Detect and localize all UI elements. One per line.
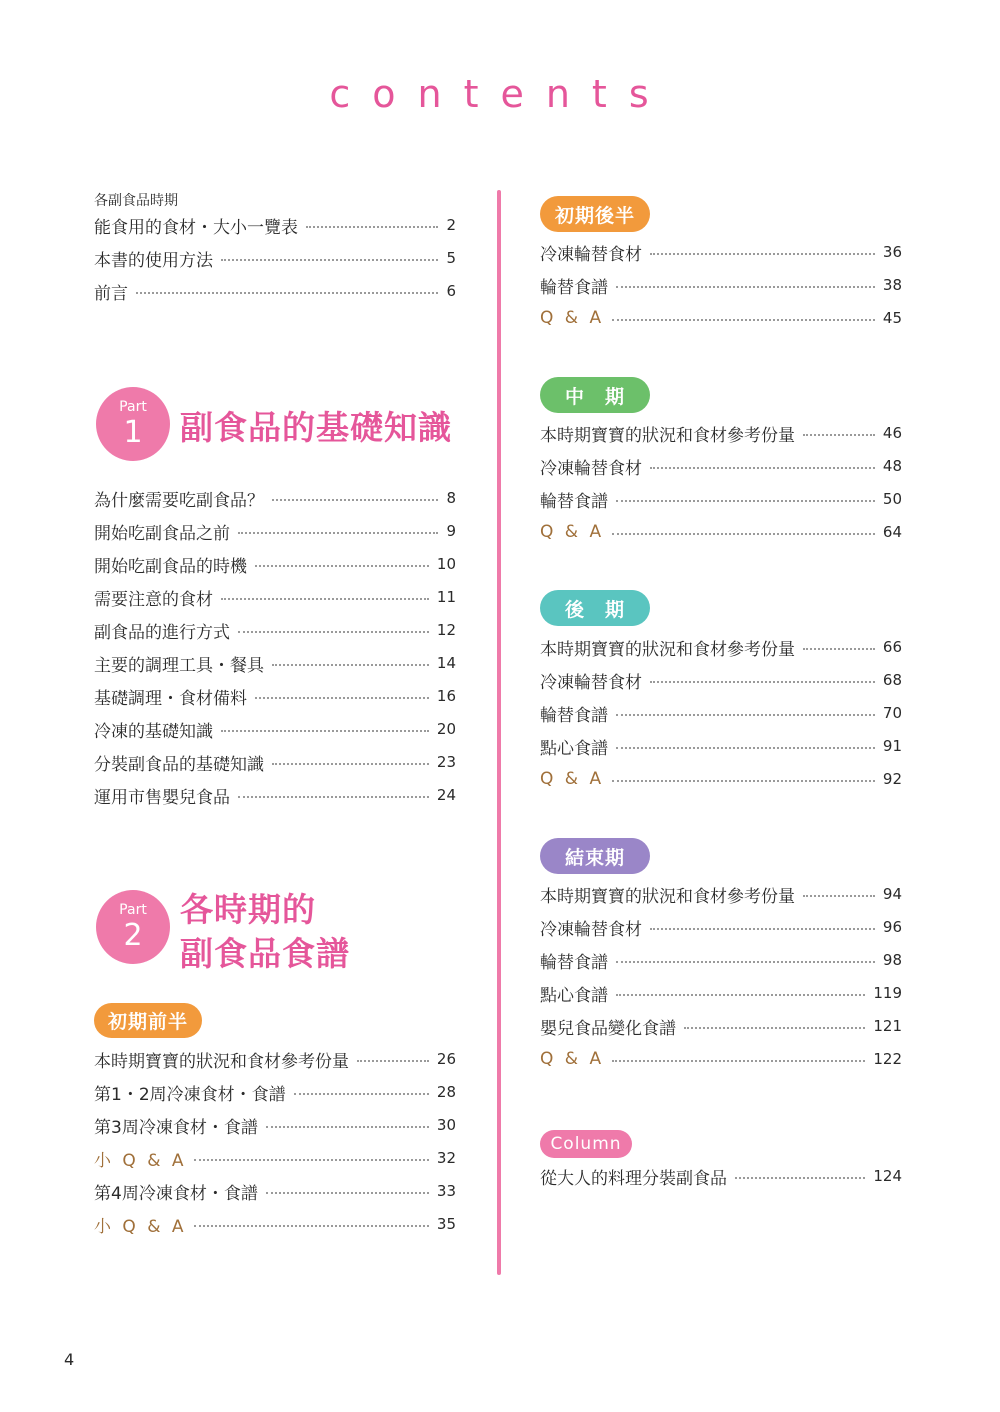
toc-label: 冷凍輪替食材 bbox=[540, 919, 642, 940]
toc-entry[interactable] bbox=[94, 516, 456, 546]
section-label-early-second: 初期後半 bbox=[540, 196, 650, 232]
toc-label: 點心食譜 bbox=[540, 738, 608, 759]
toc-label: 冷凍輪替食材 bbox=[540, 244, 642, 265]
toc-label: 輪替食譜 bbox=[540, 952, 608, 973]
leader-dots bbox=[272, 499, 438, 501]
toc-page: 96 bbox=[882, 918, 902, 936]
toc-page: 5 bbox=[446, 249, 456, 267]
toc-entry[interactable] bbox=[540, 1161, 902, 1191]
toc-label: 第4周冷凍食材・食譜 bbox=[94, 1183, 258, 1204]
toc-label: 第1・2周冷凍食材・食譜 bbox=[94, 1084, 286, 1105]
toc-page: 32 bbox=[436, 1149, 456, 1167]
toc-page: 94 bbox=[882, 885, 902, 903]
toc-entry[interactable] bbox=[540, 418, 902, 448]
toc-entry[interactable] bbox=[540, 632, 902, 662]
toc-page: 14 bbox=[436, 654, 456, 672]
contents-title: contents bbox=[329, 72, 671, 116]
toc-entry[interactable] bbox=[540, 303, 902, 333]
toc-entry[interactable] bbox=[540, 665, 902, 695]
toc-page: 36 bbox=[882, 243, 902, 261]
leader-dots bbox=[612, 533, 875, 535]
part-number: 2 bbox=[123, 918, 143, 953]
toc-label: 第3周冷凍食材・食譜 bbox=[94, 1117, 258, 1138]
toc-page: 9 bbox=[446, 522, 456, 540]
toc-label: Q & A bbox=[540, 1049, 605, 1069]
toc-page: 98 bbox=[882, 951, 902, 969]
toc-page: 23 bbox=[436, 753, 456, 771]
toc-label: 冷凍的基礎知識 bbox=[94, 721, 213, 742]
toc-entry[interactable] bbox=[94, 615, 456, 645]
toc-entry[interactable] bbox=[94, 747, 456, 777]
toc-label: 小 Q & A bbox=[94, 1216, 187, 1237]
toc-entry[interactable] bbox=[94, 1044, 456, 1074]
page-number: 4 bbox=[64, 1350, 75, 1369]
leader-dots bbox=[221, 730, 429, 732]
toc-page: 119 bbox=[873, 984, 902, 1002]
leader-dots bbox=[684, 1027, 865, 1029]
toc-page: 50 bbox=[882, 490, 902, 508]
leader-dots bbox=[612, 319, 875, 321]
toc-entry[interactable] bbox=[540, 912, 902, 942]
leader-dots bbox=[255, 565, 429, 567]
toc-label: 輪替食譜 bbox=[540, 705, 608, 726]
section-label-middle: 中 期 bbox=[540, 377, 650, 413]
toc-page: 24 bbox=[436, 786, 456, 804]
part2-title-line1: 各時期的 bbox=[180, 890, 316, 929]
part1-title: 副食品的基礎知識 bbox=[180, 408, 452, 447]
toc-page: 16 bbox=[436, 687, 456, 705]
toc-page: 48 bbox=[882, 457, 902, 475]
toc-page: 64 bbox=[882, 523, 902, 541]
leader-dots bbox=[612, 780, 875, 782]
toc-page: 20 bbox=[436, 720, 456, 738]
leader-dots bbox=[616, 961, 875, 963]
toc-entry[interactable] bbox=[94, 582, 456, 612]
toc-label: 能食用的食材・大小一覽表 bbox=[94, 217, 298, 238]
toc-entry[interactable] bbox=[540, 451, 902, 481]
intro-heading: 各副食品時期 bbox=[94, 193, 178, 209]
leader-dots bbox=[616, 747, 875, 749]
toc-page: 35 bbox=[436, 1215, 456, 1233]
leader-dots bbox=[238, 532, 438, 534]
toc-page: 122 bbox=[873, 1050, 902, 1068]
toc-entry[interactable] bbox=[94, 780, 456, 810]
toc-label: 基礎調理・食材備料 bbox=[94, 688, 247, 709]
toc-label: 前言 bbox=[94, 283, 128, 304]
leader-dots bbox=[306, 226, 438, 228]
toc-entry[interactable] bbox=[94, 1110, 456, 1140]
leader-dots bbox=[266, 1192, 429, 1194]
toc-page: 2 bbox=[446, 216, 456, 234]
toc-label: 需要注意的食材 bbox=[94, 589, 213, 610]
toc-entry[interactable] bbox=[540, 517, 902, 547]
leader-dots bbox=[803, 895, 875, 897]
toc-entry[interactable] bbox=[540, 1011, 902, 1041]
toc-entry[interactable] bbox=[540, 945, 902, 975]
part-word: Part bbox=[119, 902, 147, 918]
toc-page: 92 bbox=[882, 770, 902, 788]
part-number: 1 bbox=[123, 415, 143, 450]
toc-label: 冷凍輪替食材 bbox=[540, 458, 642, 479]
leader-dots bbox=[272, 763, 429, 765]
toc-label: 嬰兒食品變化食譜 bbox=[540, 1018, 676, 1039]
leader-dots bbox=[136, 292, 438, 294]
leader-dots bbox=[650, 681, 875, 683]
toc-label: 點心食譜 bbox=[540, 985, 608, 1006]
leader-dots bbox=[221, 598, 429, 600]
toc-label: 本時期寶寶的狀況和食材參考份量 bbox=[540, 886, 795, 907]
toc-entry[interactable] bbox=[540, 270, 902, 300]
toc-entry[interactable] bbox=[540, 698, 902, 728]
toc-page: 26 bbox=[436, 1050, 456, 1068]
toc-entry[interactable] bbox=[540, 237, 902, 267]
leader-dots bbox=[616, 286, 875, 288]
section-label-final: 結束期 bbox=[540, 838, 650, 874]
leader-dots bbox=[357, 1060, 429, 1062]
toc-label: Q & A bbox=[540, 769, 605, 789]
toc-page: 70 bbox=[882, 704, 902, 722]
toc-page: 12 bbox=[436, 621, 456, 639]
toc-label: 輪替食譜 bbox=[540, 491, 608, 512]
leader-dots bbox=[650, 467, 875, 469]
toc-label: 分裝副食品的基礎知識 bbox=[94, 754, 264, 775]
toc-entry[interactable] bbox=[94, 681, 456, 711]
toc-entry[interactable] bbox=[94, 276, 456, 306]
toc-page: 8 bbox=[446, 489, 456, 507]
toc-label: 主要的調理工具・餐具 bbox=[94, 655, 264, 676]
leader-dots bbox=[255, 697, 429, 699]
toc-label: 本書的使用方法 bbox=[94, 250, 213, 271]
toc-page: 33 bbox=[436, 1182, 456, 1200]
leader-dots bbox=[616, 500, 875, 502]
leader-dots bbox=[238, 796, 429, 798]
toc-entry[interactable] bbox=[540, 731, 902, 761]
leader-dots bbox=[803, 434, 875, 436]
toc-label: 冷凍輪替食材 bbox=[540, 672, 642, 693]
leader-dots bbox=[616, 714, 875, 716]
toc-page: 91 bbox=[882, 737, 902, 755]
toc-entry[interactable] bbox=[94, 1143, 456, 1173]
toc-entry[interactable] bbox=[540, 978, 902, 1008]
leader-dots bbox=[650, 253, 875, 255]
toc-page: 6 bbox=[446, 282, 456, 300]
toc-page: 45 bbox=[882, 309, 902, 327]
toc-entry[interactable] bbox=[94, 210, 456, 240]
toc-label: 運用市售嬰兒食品 bbox=[94, 787, 230, 808]
toc-entry[interactable] bbox=[94, 243, 456, 273]
toc-label: 本時期寶寶的狀況和食材參考份量 bbox=[94, 1051, 349, 1072]
toc-label: 本時期寶寶的狀況和食材參考份量 bbox=[540, 639, 795, 660]
toc-entry[interactable] bbox=[540, 879, 902, 909]
toc-page: 46 bbox=[882, 424, 902, 442]
part2-title-line2: 副食品食譜 bbox=[180, 934, 350, 973]
section-label-early-first: 初期前半 bbox=[94, 1003, 202, 1038]
leader-dots bbox=[221, 259, 438, 261]
toc-label: 從大人的料理分裝副食品 bbox=[540, 1168, 727, 1189]
leader-dots bbox=[194, 1159, 428, 1161]
toc-entry[interactable] bbox=[540, 764, 902, 794]
toc-entry[interactable] bbox=[94, 648, 456, 678]
toc-entry[interactable] bbox=[540, 1044, 902, 1074]
toc-entry[interactable] bbox=[94, 1209, 456, 1239]
leader-dots bbox=[650, 928, 875, 930]
toc-label: 小 Q & A bbox=[94, 1150, 187, 1171]
toc-page: 11 bbox=[436, 588, 456, 606]
toc-page: 38 bbox=[882, 276, 902, 294]
toc-page: 66 bbox=[882, 638, 902, 656]
toc-entry[interactable] bbox=[540, 484, 902, 514]
part1-badge bbox=[96, 387, 170, 461]
leader-dots bbox=[266, 1126, 429, 1128]
toc-page: 121 bbox=[873, 1017, 902, 1035]
toc-entry[interactable] bbox=[94, 549, 456, 579]
leader-dots bbox=[238, 631, 429, 633]
toc-label: 本時期寶寶的狀況和食材參考份量 bbox=[540, 425, 795, 446]
toc-label: 為什麼需要吃副食品？ bbox=[94, 490, 264, 511]
toc-entry[interactable] bbox=[94, 483, 456, 513]
toc-page: 124 bbox=[873, 1167, 902, 1185]
leader-dots bbox=[272, 664, 429, 666]
toc-page: 28 bbox=[436, 1083, 456, 1101]
part2-badge bbox=[96, 890, 170, 964]
toc-page: 68 bbox=[882, 671, 902, 689]
toc-label: 副食品的進行方式 bbox=[94, 622, 230, 643]
toc-label: 開始吃副食品的時機 bbox=[94, 556, 247, 577]
column-divider bbox=[497, 190, 501, 1275]
toc-entry[interactable] bbox=[94, 1176, 456, 1206]
section-label-late: 後 期 bbox=[540, 590, 650, 626]
toc-entry[interactable] bbox=[94, 714, 456, 744]
part-word: Part bbox=[119, 399, 147, 415]
toc-page: 30 bbox=[436, 1116, 456, 1134]
toc-entry[interactable] bbox=[94, 1077, 456, 1107]
leader-dots bbox=[803, 648, 875, 650]
toc-label: Q & A bbox=[540, 522, 605, 542]
leader-dots bbox=[735, 1177, 865, 1179]
toc-label: 開始吃副食品之前 bbox=[94, 523, 230, 544]
leader-dots bbox=[294, 1093, 429, 1095]
toc-label: 輪替食譜 bbox=[540, 277, 608, 298]
leader-dots bbox=[616, 994, 865, 996]
toc-label: Q & A bbox=[540, 308, 605, 328]
column-label: Column bbox=[540, 1130, 632, 1158]
leader-dots bbox=[194, 1225, 428, 1227]
leader-dots bbox=[612, 1060, 865, 1062]
toc-page: 10 bbox=[436, 555, 456, 573]
